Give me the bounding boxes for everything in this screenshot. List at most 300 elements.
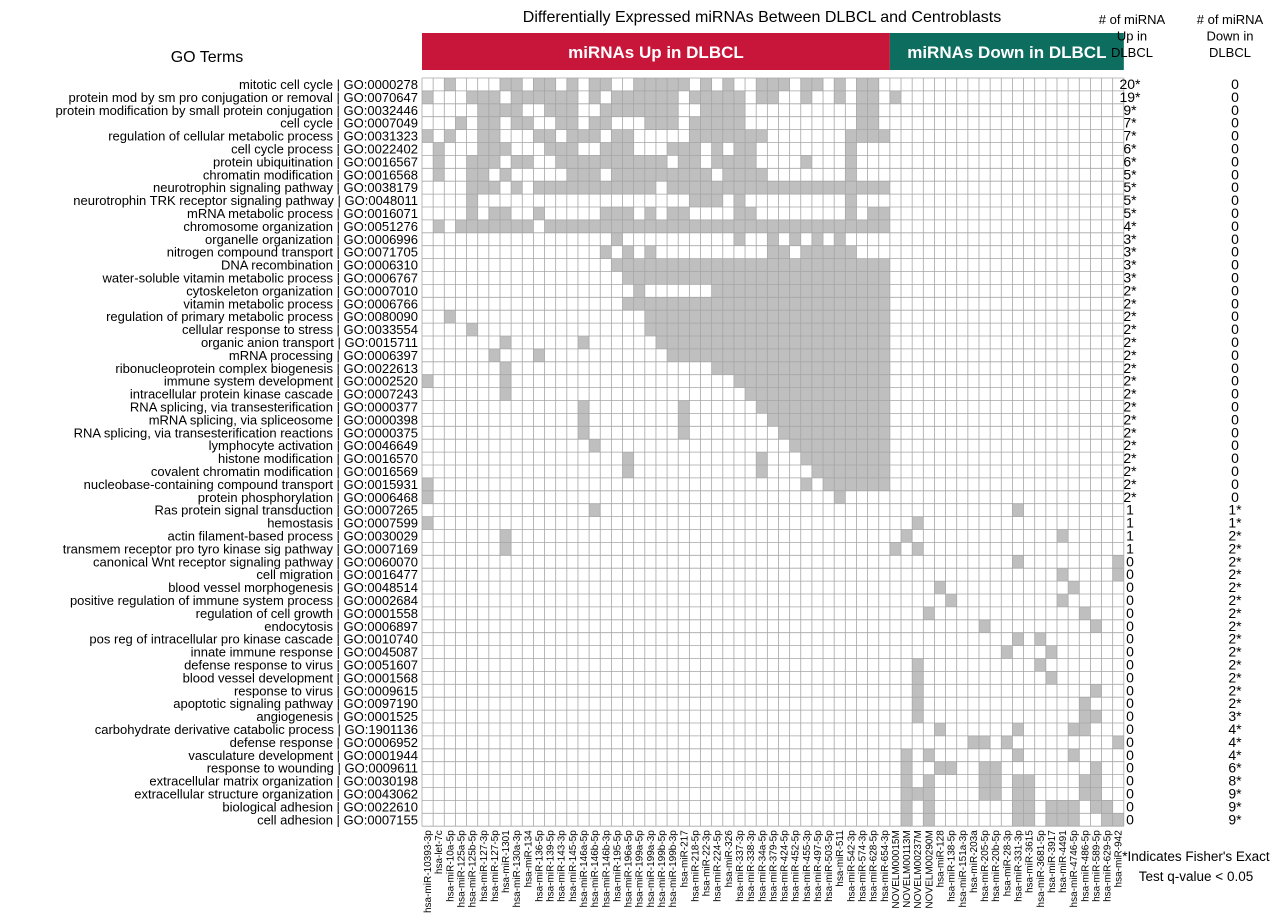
filled-cell — [745, 375, 756, 388]
filled-cell — [801, 413, 812, 426]
filled-cell — [756, 349, 767, 362]
go-terms-header: GO Terms — [170, 49, 244, 66]
filled-cell — [545, 143, 556, 156]
filled-cell — [656, 78, 667, 91]
go-term-label: regulation of cellular metabolic process | GO:0031323 — [108, 128, 418, 144]
up-count: 5* — [1123, 204, 1137, 221]
filled-cell — [756, 91, 767, 104]
filled-cell — [745, 259, 756, 272]
filled-cell — [589, 117, 600, 130]
filled-cell — [600, 207, 611, 220]
filled-cell — [856, 465, 867, 478]
filled-cell — [923, 749, 934, 762]
down-count: 2* — [1228, 604, 1242, 621]
down-count: 0 — [1231, 179, 1239, 196]
filled-cell — [834, 465, 845, 478]
filled-cell — [790, 388, 801, 401]
filled-cell — [1068, 581, 1079, 594]
filled-cell — [455, 220, 466, 233]
go-term-label: transmem receptor pro tyro kinase sig pathway | GO:0007169 — [62, 541, 418, 557]
filled-cell — [801, 246, 812, 259]
filled-cell — [623, 104, 634, 117]
filled-cell — [834, 272, 845, 285]
filled-cell — [522, 117, 533, 130]
filled-cell — [934, 723, 945, 736]
up-count: 2* — [1123, 308, 1137, 325]
filled-cell — [1102, 800, 1113, 813]
mirna-label: hsa-miR-511 — [835, 830, 847, 887]
filled-cell — [868, 362, 879, 375]
filled-cell — [589, 130, 600, 143]
filled-cell — [1012, 723, 1023, 736]
filled-cell — [734, 168, 745, 181]
filled-cell — [645, 323, 656, 336]
filled-cell — [834, 491, 845, 504]
down-count: 0 — [1231, 359, 1239, 376]
filled-cell — [712, 310, 723, 323]
mirna-label: hsa-miR-379-5p — [768, 830, 780, 902]
filled-cell — [756, 181, 767, 194]
filled-cell — [623, 297, 634, 310]
filled-cell — [823, 297, 834, 310]
filled-cell — [701, 310, 712, 323]
filled-cell — [801, 297, 812, 310]
filled-cell — [868, 465, 879, 478]
filled-cell — [1079, 607, 1090, 620]
up-count: 3* — [1123, 269, 1137, 286]
down-count: 0 — [1231, 488, 1239, 505]
filled-cell — [645, 246, 656, 259]
filled-cell — [611, 104, 622, 117]
filled-cell — [623, 246, 634, 259]
filled-cell — [812, 259, 823, 272]
up-count: 0 — [1126, 579, 1134, 596]
filled-cell — [834, 336, 845, 349]
filled-cell — [745, 336, 756, 349]
filled-cell — [556, 91, 567, 104]
filled-cell — [767, 284, 778, 297]
up-count: 2* — [1123, 346, 1137, 363]
down-count: 0 — [1231, 192, 1239, 209]
filled-cell — [701, 168, 712, 181]
filled-cell — [1012, 749, 1023, 762]
filled-cell — [701, 181, 712, 194]
filled-cell — [946, 594, 957, 607]
filled-cell — [812, 401, 823, 414]
filled-cell — [678, 349, 689, 362]
filled-cell — [834, 220, 845, 233]
up-group-label: miRNAs Up in DLBCL — [568, 43, 744, 62]
down-count: 4* — [1228, 720, 1242, 737]
filled-cell — [823, 220, 834, 233]
filled-cell — [1113, 813, 1124, 826]
down-count: 0 — [1231, 217, 1239, 234]
filled-cell — [500, 530, 511, 543]
filled-cell — [823, 323, 834, 336]
filled-cell — [623, 272, 634, 285]
filled-cell — [723, 91, 734, 104]
filled-cell — [589, 181, 600, 194]
filled-cell — [745, 310, 756, 323]
go-term-label: angiogenesis | GO:0001525 — [256, 709, 418, 725]
filled-cell — [879, 452, 890, 465]
filled-cell — [645, 104, 656, 117]
filled-cell — [478, 168, 489, 181]
go-term-label: RNA splicing, via transesterification | GO:0000377 — [129, 399, 418, 415]
filled-cell — [522, 91, 533, 104]
filled-cell — [912, 671, 923, 684]
go-term-label: chromosome organization | GO:0051276 — [183, 218, 418, 234]
filled-cell — [489, 143, 500, 156]
filled-cell — [689, 310, 700, 323]
filled-cell — [500, 207, 511, 220]
down-count: 1* — [1228, 501, 1242, 518]
filled-cell — [478, 181, 489, 194]
filled-cell — [567, 130, 578, 143]
filled-cell — [879, 220, 890, 233]
go-term-label: cellular response to stress | GO:0033554 — [181, 322, 418, 338]
filled-cell — [667, 259, 678, 272]
mirna-labels — [423, 830, 1125, 913]
filled-cell — [701, 349, 712, 362]
go-term-label: nucleobase-containing compound transport | GO:0015931 — [83, 476, 418, 492]
filled-cell — [767, 310, 778, 323]
filled-cell — [879, 336, 890, 349]
filled-cell — [856, 130, 867, 143]
filled-cell — [422, 375, 433, 388]
up-count: 5* — [1123, 166, 1137, 183]
go-term-label: cell adhesion | GO:0007155 — [257, 812, 418, 828]
filled-cell — [778, 181, 789, 194]
filled-cell — [1012, 800, 1023, 813]
filled-cell — [723, 336, 734, 349]
filled-cell — [678, 220, 689, 233]
filled-cell — [734, 207, 745, 220]
filled-cell — [879, 478, 890, 491]
filled-cell — [689, 349, 700, 362]
filled-cell — [745, 297, 756, 310]
filled-cell — [667, 78, 678, 91]
filled-cell — [667, 310, 678, 323]
filled-cell — [701, 78, 712, 91]
down-count: 2* — [1228, 527, 1242, 544]
filled-cell — [467, 194, 478, 207]
filled-cell — [845, 388, 856, 401]
filled-cell — [756, 297, 767, 310]
filled-cell — [489, 220, 500, 233]
filled-cell — [856, 413, 867, 426]
filled-cell — [812, 375, 823, 388]
mirna-label: hsa-miR-326 — [723, 830, 735, 888]
filled-cell — [589, 168, 600, 181]
filled-cell — [645, 310, 656, 323]
filled-cell — [979, 788, 990, 801]
mirna-label: hsa-miR-127-3p — [478, 830, 490, 902]
filled-cell — [868, 272, 879, 285]
filled-cell — [556, 143, 567, 156]
filled-cell — [467, 155, 478, 168]
filled-cell — [1024, 813, 1035, 826]
filled-cell — [712, 143, 723, 156]
filled-cell — [990, 762, 1001, 775]
filled-cell — [689, 117, 700, 130]
filled-cell — [845, 362, 856, 375]
filled-cell — [634, 104, 645, 117]
filled-cell — [756, 375, 767, 388]
filled-cell — [1012, 788, 1023, 801]
go-term-label: cell migration | GO:0016477 — [256, 567, 418, 583]
filled-cell — [634, 297, 645, 310]
filled-cell — [868, 284, 879, 297]
filled-cell — [600, 181, 611, 194]
filled-cell — [745, 143, 756, 156]
filled-cell — [489, 207, 500, 220]
filled-cell — [879, 426, 890, 439]
filled-cell — [734, 272, 745, 285]
filled-cell — [533, 78, 544, 91]
down-count: 8* — [1228, 772, 1242, 789]
go-term-label: DNA recombination | GO:0006310 — [220, 257, 418, 273]
filled-cell — [667, 104, 678, 117]
down-count: 0 — [1231, 204, 1239, 221]
filled-cell — [600, 155, 611, 168]
filled-cell — [901, 749, 912, 762]
go-term-label: regulation of primary metabolic process | GO:0080090 — [106, 309, 418, 325]
filled-cell — [767, 297, 778, 310]
up-count: 0 — [1126, 604, 1134, 621]
filled-cell — [1046, 671, 1057, 684]
filled-cell — [656, 220, 667, 233]
filled-cell — [667, 297, 678, 310]
filled-cell — [868, 310, 879, 323]
filled-cell — [645, 259, 656, 272]
filled-cell — [723, 349, 734, 362]
filled-cell — [723, 168, 734, 181]
filled-cell — [623, 220, 634, 233]
up-count: 5* — [1123, 192, 1137, 209]
filled-cell — [701, 259, 712, 272]
up-count: 0 — [1126, 553, 1134, 570]
count-columns — [1119, 76, 1242, 827]
filled-cell — [723, 323, 734, 336]
filled-cell — [1012, 775, 1023, 788]
filled-cell — [689, 272, 700, 285]
filled-cell — [701, 130, 712, 143]
filled-cell — [656, 310, 667, 323]
filled-cell — [578, 413, 589, 426]
filled-cell — [745, 323, 756, 336]
filled-cell — [834, 259, 845, 272]
up-count: 0 — [1126, 591, 1134, 608]
filled-cell — [533, 181, 544, 194]
mirna-label: hsa-miR-455-3p — [801, 830, 813, 902]
go-term-label: organelle organization | GO:0006996 — [205, 231, 418, 247]
filled-cell — [678, 336, 689, 349]
filled-cell — [667, 336, 678, 349]
filled-cell — [923, 788, 934, 801]
filled-cell — [778, 375, 789, 388]
mirna-label: hsa-miR-3681-5p — [1035, 830, 1047, 908]
filled-cell — [634, 259, 645, 272]
filled-cell — [634, 78, 645, 91]
filled-cell — [778, 401, 789, 414]
filled-cell — [634, 168, 645, 181]
filled-cell — [834, 323, 845, 336]
mirna-label: hsa-miR-574-3p — [857, 830, 869, 902]
filled-cell — [511, 91, 522, 104]
filled-cell — [979, 762, 990, 775]
filled-cell — [511, 155, 522, 168]
mirna-label: hsa-miR-199a-5p — [634, 830, 646, 908]
filled-cell — [1068, 749, 1079, 762]
filled-cell — [745, 388, 756, 401]
filled-cell — [1113, 736, 1124, 749]
filled-cell — [801, 91, 812, 104]
filled-cell — [611, 207, 622, 220]
filled-cell — [790, 349, 801, 362]
filled-cell — [1057, 594, 1068, 607]
go-term-label: RNA splicing, via transesterification reactions | GO:0000375 — [73, 425, 418, 441]
filled-cell — [823, 478, 834, 491]
filled-cell — [701, 323, 712, 336]
go-term-label: endocytosis | GO:0006897 — [264, 618, 418, 634]
filled-cell — [533, 91, 544, 104]
filled-cell — [778, 362, 789, 375]
filled-cell — [689, 194, 700, 207]
filled-cell — [912, 659, 923, 672]
down-count: 0 — [1231, 424, 1239, 441]
go-term-label: protein modification by small protein conjugation | GO:0032446 — [55, 102, 418, 118]
down-count: 0 — [1231, 385, 1239, 402]
mirna-label: hsa-miR-196a-5p — [623, 830, 635, 908]
filled-cell — [723, 284, 734, 297]
filled-cell — [712, 91, 723, 104]
filled-cell — [778, 220, 789, 233]
filled-cell — [444, 310, 455, 323]
filled-cell — [578, 130, 589, 143]
filled-cell — [667, 181, 678, 194]
filled-cell — [868, 297, 879, 310]
mirna-label: NOVELM00113M — [902, 830, 914, 908]
up-count: 1 — [1126, 501, 1134, 518]
filled-cell — [689, 155, 700, 168]
filled-cell — [856, 426, 867, 439]
mirna-label: hsa-miR-199a-3p — [645, 830, 657, 908]
filled-cell — [845, 452, 856, 465]
filled-cell — [589, 155, 600, 168]
filled-cell — [689, 130, 700, 143]
go-term-label: mitotic cell cycle | GO:0000278 — [239, 76, 418, 92]
filled-cell — [812, 181, 823, 194]
filled-cell — [801, 478, 812, 491]
count-header-line: Up in — [1116, 28, 1148, 44]
filled-cell — [545, 130, 556, 143]
filled-cell — [723, 181, 734, 194]
filled-cell — [812, 297, 823, 310]
filled-cell — [723, 297, 734, 310]
filled-cell — [790, 181, 801, 194]
filled-cell — [611, 130, 622, 143]
filled-cell — [634, 284, 645, 297]
down-count: 2* — [1228, 617, 1242, 634]
filled-cell — [823, 426, 834, 439]
filled-cell — [712, 220, 723, 233]
filled-cell — [879, 439, 890, 452]
filled-cell — [734, 310, 745, 323]
filled-cell — [511, 117, 522, 130]
filled-cell — [556, 155, 567, 168]
down-count: 0 — [1231, 114, 1239, 131]
filled-cell — [778, 259, 789, 272]
mirna-label: hsa-miR-203a — [968, 830, 980, 894]
up-count: 0 — [1126, 669, 1134, 686]
up-count: 0 — [1126, 682, 1134, 699]
filled-cell — [623, 452, 634, 465]
mirna-label: hsa-miR-654-3p — [879, 830, 891, 902]
filled-cell — [812, 78, 823, 91]
up-count: 3* — [1123, 256, 1137, 273]
filled-cell — [645, 168, 656, 181]
filled-cell — [879, 401, 890, 414]
filled-cell — [611, 143, 622, 156]
filled-cell — [712, 194, 723, 207]
filled-cell — [623, 259, 634, 272]
up-count: 2* — [1123, 359, 1137, 376]
filled-cell — [511, 220, 522, 233]
down-count: 0 — [1231, 398, 1239, 415]
filled-cell — [845, 401, 856, 414]
filled-cell — [444, 130, 455, 143]
filled-cell — [790, 259, 801, 272]
filled-cell — [567, 168, 578, 181]
mirna-label: hsa-miR-337-3p — [734, 830, 746, 902]
filled-cell — [879, 272, 890, 285]
filled-cell — [1079, 697, 1090, 710]
filled-cell — [701, 104, 712, 117]
filled-cell — [467, 220, 478, 233]
filled-cell — [790, 439, 801, 452]
filled-cell — [856, 401, 867, 414]
filled-cell — [578, 220, 589, 233]
filled-cell — [812, 233, 823, 246]
go-term-label: blood vessel morphogenesis | GO:0048514 — [168, 580, 418, 596]
filled-cell — [856, 259, 867, 272]
up-count: 6* — [1123, 153, 1137, 170]
filled-cell — [522, 220, 533, 233]
filled-cell — [712, 155, 723, 168]
filled-cell — [856, 78, 867, 91]
filled-cell — [467, 207, 478, 220]
up-count: 0 — [1126, 617, 1134, 634]
filled-cell — [589, 91, 600, 104]
filled-cell — [756, 452, 767, 465]
filled-cell — [478, 130, 489, 143]
filled-cell — [545, 181, 556, 194]
filled-cell — [845, 194, 856, 207]
filled-cell — [712, 349, 723, 362]
filled-cell — [656, 91, 667, 104]
filled-cell — [589, 439, 600, 452]
filled-cell — [934, 762, 945, 775]
down-count: 9* — [1228, 811, 1242, 828]
filled-cell — [834, 452, 845, 465]
mirna-label: hsa-miR-486-5p — [1080, 830, 1092, 902]
go-term-label: canonical Wnt receptor signaling pathway | GO:0060070 — [93, 554, 418, 570]
down-count-header — [1197, 12, 1264, 60]
filled-cell — [667, 323, 678, 336]
filled-cell — [533, 207, 544, 220]
filled-cell — [856, 104, 867, 117]
